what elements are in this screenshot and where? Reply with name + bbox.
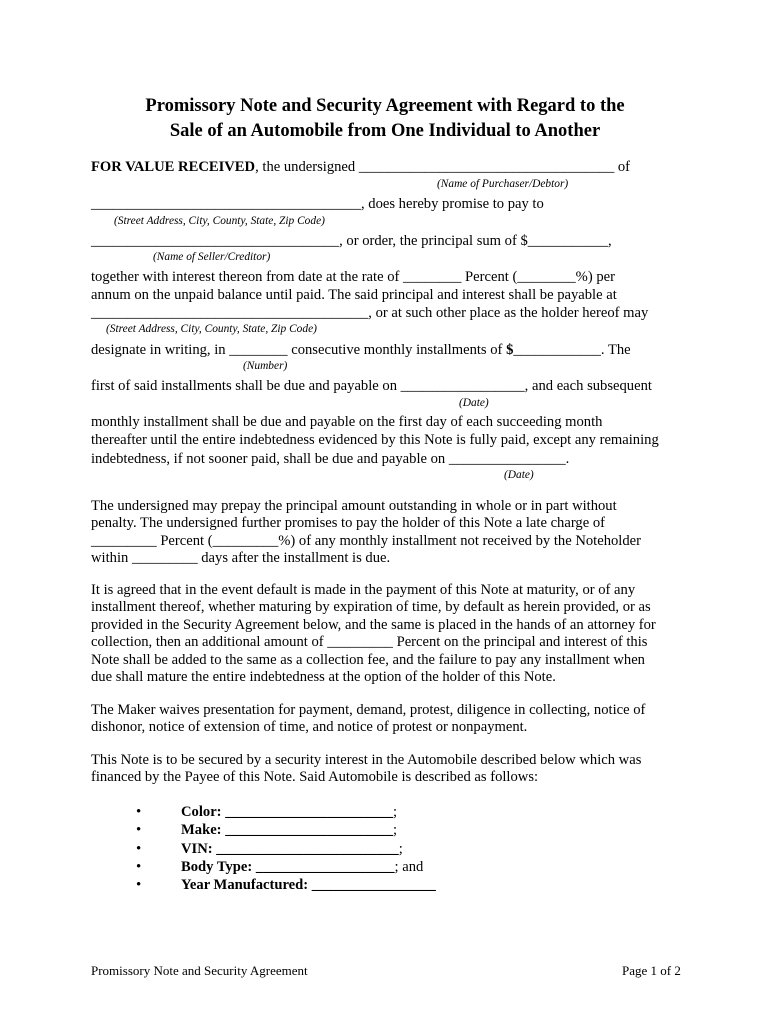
dollar-sign: $ [506,342,514,358]
paragraph-line: The Maker waives presentation for payment, demand, protest, diligence in collecting, notice of [91,702,646,718]
line-monthly-installment: monthly installment shall be due and payable on the first day of each succeeding month [91,414,603,430]
footer-page-number: Page 1 of 2 [622,963,681,978]
bullet-icon: • [136,841,142,857]
paragraph-line: The undersigned may prepay the principal amount outstanding in whole or in part without [91,498,617,514]
bullet-icon: • [136,859,142,875]
paragraph-line: penalty. The undersigned further promises to pay the holder of this Note a late charge of [91,515,606,531]
line-seller: __________________________________, or order, the principal sum of $___________, [91,233,612,249]
line-annum: annum on the unpaid balance until paid. The said principal and interest shall be payable at [91,287,617,303]
paragraph-line: This Note is to be secured by a security interest in the Automobile described below which was [91,752,642,768]
caption-date-final: (Date) [504,469,534,481]
field-body-type [181,858,423,876]
paragraph-line: within _________ days after the installment is due. [91,550,391,566]
field-blank: _______________________ [225,822,394,838]
caption-seller: (Name of Seller/Creditor) [153,251,271,263]
paragraph-line: Note shall be added to the same as a collection fee, and the failure to pay any installment when [91,652,645,668]
purchaser-blank-line: , the undersigned ___________________________________ of [255,159,631,175]
field-suffix: ; [393,804,398,820]
line-thereafter: thereafter until the entire indebtedness evidenced by this Note is fully paid, except any remaining [91,432,659,448]
paragraph-line: collection, then an additional amount of _________ Percent on the principal and interest of this [91,634,648,650]
footer-document-name: Promissory Note and Security Agreement [91,963,308,978]
title-line-1: Promissory Note and Security Agreement with Regard to the [145,96,625,116]
paragraph-line: installment thereof, whether maturing by expiration of time, by default as herein provided, or as [91,599,651,615]
bullet-icon: • [136,822,142,838]
field-label: Make: [181,822,226,838]
title-line-2: Sale of an Automobile from One Individual to Another [169,121,601,141]
field-label: Year Manufactured: [181,877,312,893]
field-suffix: ; [393,822,398,838]
bullet-icon: • [136,804,142,820]
line-first-installment: first of said installments shall be due and payable on _________________, and each subsequent [91,378,652,394]
line-value-received [91,158,630,176]
field-suffix: ; and [394,859,424,875]
line-payable-at: ______________________________________, or at such other place as the holder hereof may [91,305,649,321]
field-suffix: ; [398,841,403,857]
line-interest-rate: together with interest thereon from date at the rate of ________ Percent (________%) per [91,269,615,285]
installments-text: designate in writing, in ________ consecutive monthly installments of [91,342,507,358]
field-blank: _________________ [311,877,436,893]
field-label: Color: [181,804,226,820]
paragraph-line: financed by the Payee of this Note. Said Automobile is described as follows: [91,769,539,785]
paragraph-line: _________ Percent (_________%) of any monthly installment not received by the Noteholder [91,533,641,549]
caption-number: (Number) [243,360,288,372]
line-purchaser-address: _____________________________________, does hereby promise to pay to [91,196,544,212]
field-label: Body Type: [181,859,256,875]
paragraph-line: It is agreed that in the event default is made in the payment of this Note at maturity, or of any [91,582,636,598]
field-vin [181,840,403,858]
caption-seller-address: (Street Address, City, County, State, Zip Code) [106,323,317,335]
field-label: VIN: [181,841,217,857]
caption-purchaser: (Name of Purchaser/Debtor) [437,178,569,190]
field-make [181,821,397,839]
field-year-manufactured [181,876,436,894]
paragraph-line: dishonor, notice of extension of time, and notice of protest or nonpayment. [91,719,528,735]
installment-amount-blank: ____________. The [513,342,631,358]
for-value-received: FOR VALUE RECEIVED [91,159,256,175]
field-blank: _________________________ [216,841,399,857]
field-blank: _______________________ [225,804,394,820]
line-installments [91,341,631,359]
paragraph-line: due shall mature the entire indebtedness at the option of the holder of this Note. [91,669,556,685]
caption-purchaser-address: (Street Address, City, County, State, Zip Code) [114,215,325,227]
bullet-icon: • [136,877,142,893]
field-color [181,803,397,821]
caption-date-first: (Date) [459,397,489,409]
line-indebtedness: indebtedness, if not sooner paid, shall be due and payable on ________________. [91,451,570,467]
paragraph-line: provided in the Security Agreement below, and the same is placed in the hands of an attorney for [91,617,656,633]
field-blank: ___________________ [255,859,395,875]
